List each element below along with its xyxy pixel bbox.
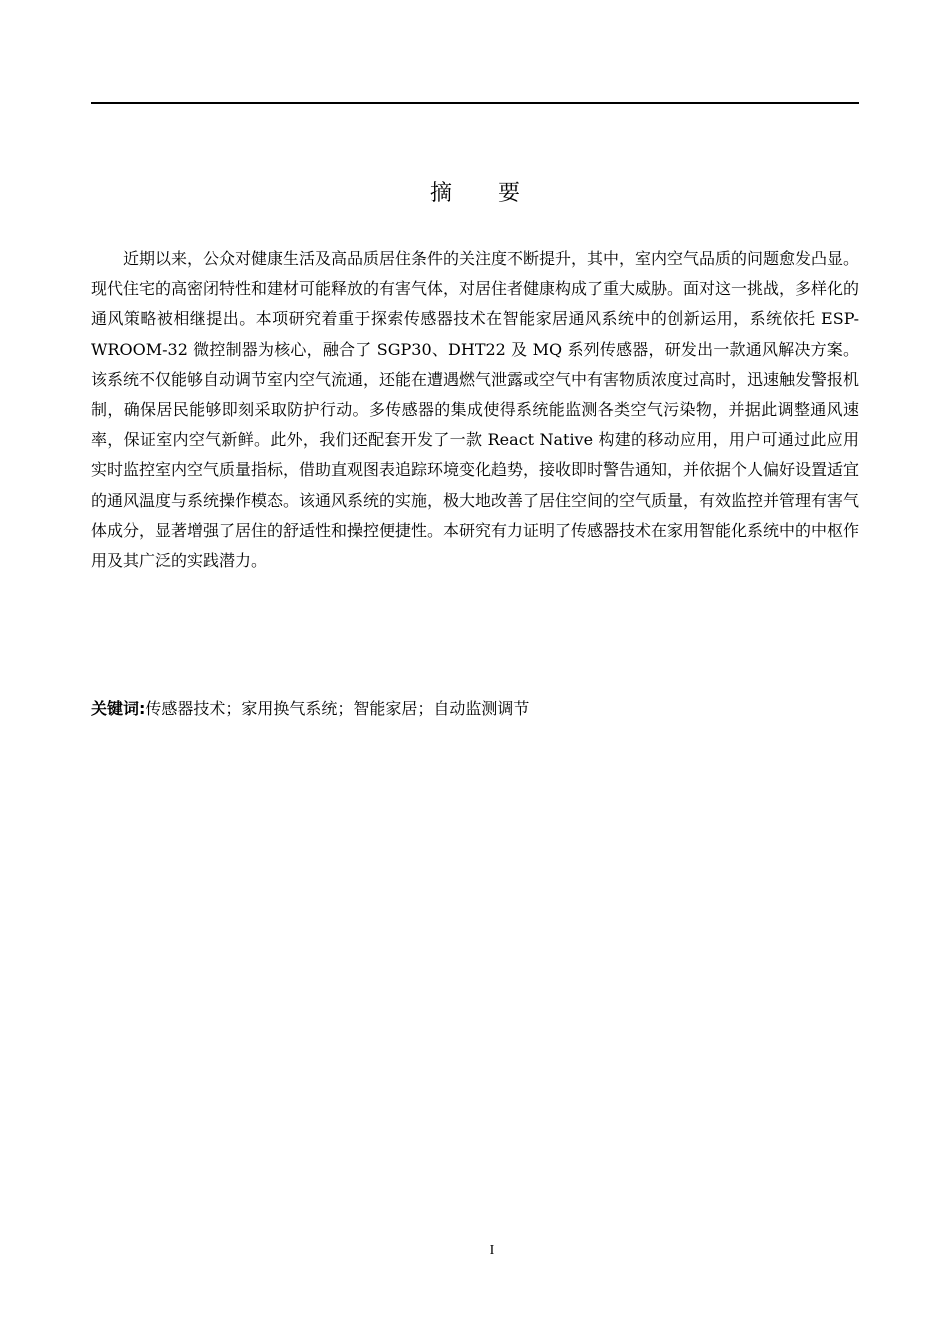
page-title <box>91 178 859 210</box>
title-char-1: 摘 <box>429 181 452 206</box>
header-rule <box>91 102 859 104</box>
title-char-2: 要 <box>498 181 521 206</box>
keywords-line <box>91 694 859 724</box>
abstract-paragraph: 近期以来，公众对健康生活及高品质居住条件的关注度不断提升，其中，室内空气品质的问题愈发凸显。现代住宅的高密闭特性和建材可能释放的有害气体，对居住者健康构成了重大威胁。面对这一挑战，多样化的通风策略被相继提出。本项研究着重于探索传感器技术在智能家居通风系统中的创新运用，系统依托 ESP-WROOM-32 微控制器为核心，融合了 SGP30、DHT22 及 MQ 系列传感器，研发出一款通风解决方案。该系统不仅能够自动调节室内空气流通，还能在遭遇燃气泄露或空气中有害物质浓度过高时，迅速触发警报机制，确保居民能够即刻采取防护行动。多传感器的集成使得系统能监测各类空气污染物，并据此调整通风速率，保证室内空气新鲜。此外，我们还配套开发了一款 React Native 构建的移动应用，用户可通过此应用实时监控室内空气质量指标，借助直观图表追踪环境变化趋势，接收即时警告通知，并依据个人偏好设置适宜的通风温度与系统操作模态。该通风系统的实施，极大地改善了居住空间的空气质量，有效监控并管理有害气体成分，显著增强了居住的舒适性和操控便捷性。本研究有力证明了传感器技术在家用智能化系统中的中枢作用及其广泛的实践潜力。 <box>91 249 860 571</box>
page-number: I <box>489 1243 495 1258</box>
keywords-label: 关键词: <box>91 699 146 718</box>
keywords-text: 传感器技术；家用换气系统；智能家居；自动监测调节 <box>145 699 530 718</box>
